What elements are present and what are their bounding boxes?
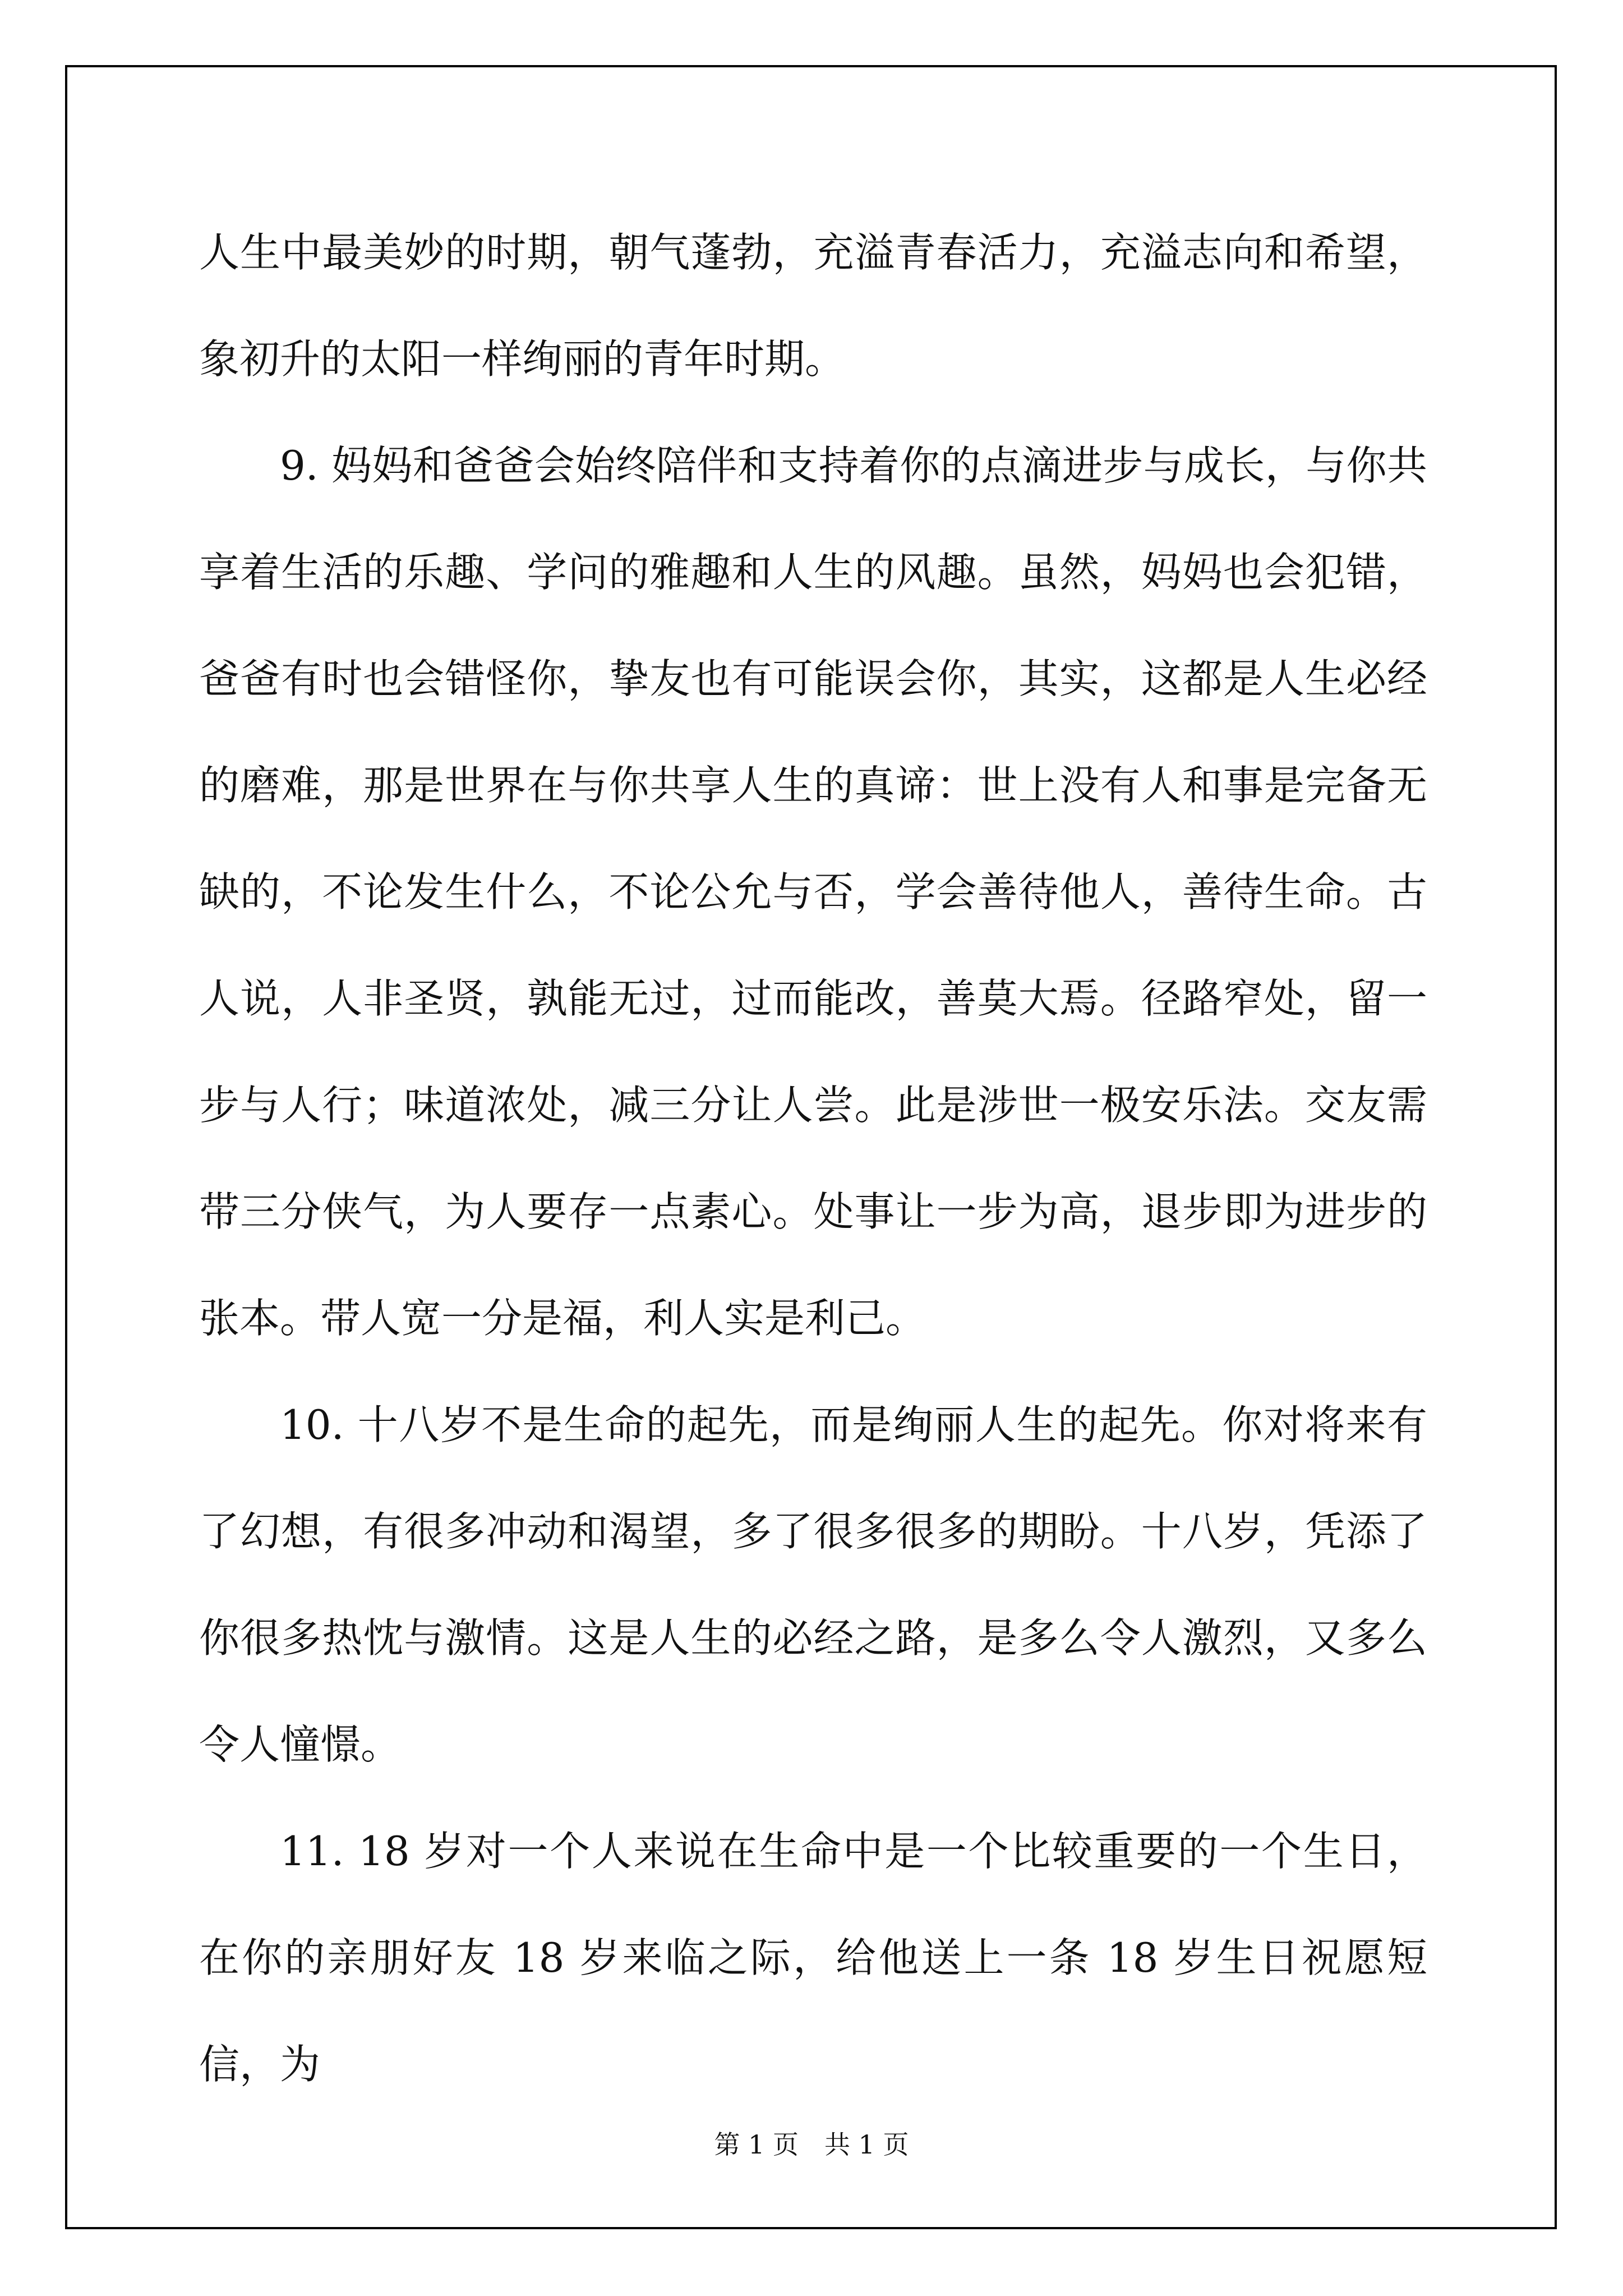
page-footer — [0, 2128, 1623, 2161]
page-number-total: 共 1 页 — [824, 2129, 909, 2160]
paragraph-4: 11. 18 岁对一个人来说在生命中是一个比较重要的一个生日，在你的亲朋好友 18 岁来临之际，给他送上一条 18 岁生日祝愿短信，为 — [199, 1828, 1427, 2088]
paragraph-2: 9. 妈妈和爸爸会始终陪伴和支持着你的点滴进步与成长，与你共享着生活的乐趣、学问的雅趣和人生的风趣。虽然，妈妈也会犯错，爸爸有时也会错怪你，挚友也有可能误会你，其实，这都是人生必经的磨难，那是世界在与你共享人生的真谛：世上没有人和事是完备无缺的，不论发生什么，不论公允与否，学会善待他人，善待生命。古人说，人非圣贤，孰能无过，过而能改，善莫大焉。径路窄处，留一步与人行；味道浓处，减三分让人尝。此是涉世一极安乐法。交友需带三分侠气，为人要存一点素心。处事让一步为高，退步即为进步的张本。带人宽一分是福，利人实是利己。 — [199, 442, 1427, 1342]
paragraph-3: 10. 十八岁不是生命的起先，而是绚丽人生的起先。你对将来有了幻想，有很多冲动和渴望，多了很多很多的期盼。十八岁，凭添了你很多热忱与激情。这是人生的必经之路，是多么令人激烈，又多么令人憧憬。 — [199, 1401, 1427, 1768]
paragraph-1: 人生中最美妙的时期，朝气蓬勃，充溢青春活力，充溢志向和希望，象初升的太阳一样绚丽的青年时期。 — [199, 229, 1427, 383]
page-number-current: 第 1 页 — [714, 2129, 799, 2160]
document-body — [199, 199, 1427, 2118]
